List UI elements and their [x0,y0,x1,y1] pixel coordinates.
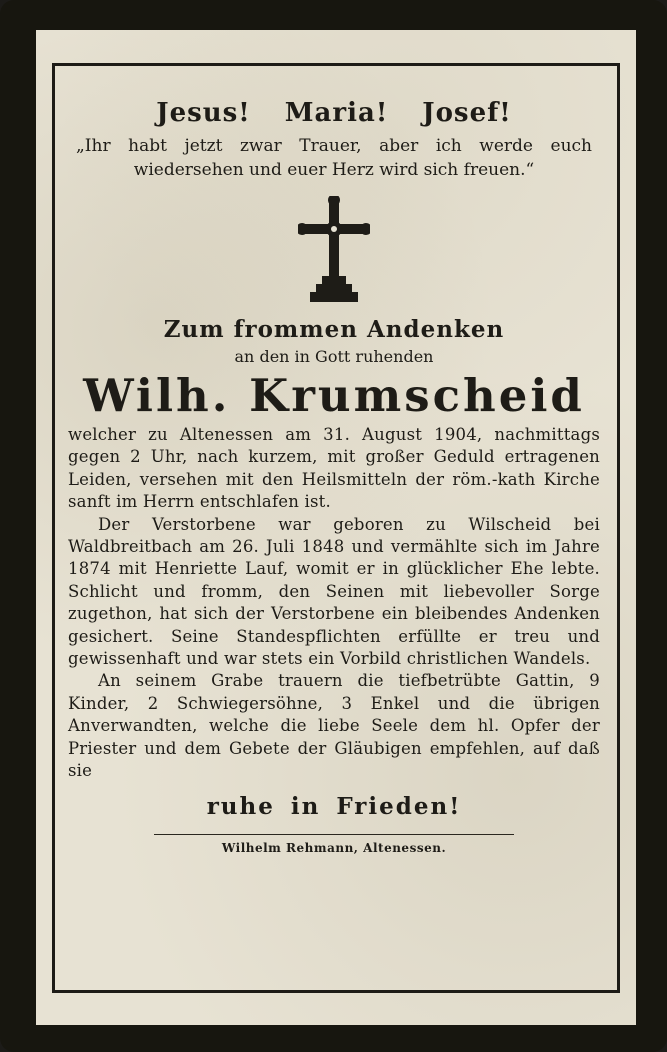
closing-line: ruhe in Frieden! [206,792,462,820]
deceased-name: Wilh. Krumscheid [83,369,585,422]
divider-rule [154,834,514,835]
scripture-motto: „Ihr habt jetzt zwar Trauer, aber ich werde euch wiedersehen und euer Herz wird sich freuen.“ [76,136,592,180]
cross-icon [298,196,370,306]
card-heading: Jesus! Maria! Josef! [156,98,512,128]
cross-ornament [68,196,600,308]
obituary-paragraph-3: An seinem Grabe trauern die tiefbetrübte Gattin, 9 Kinder, 2 Schwiegersöhne, 3 Enkel und die übrigen Anverwandten, welche die liebe Seele dem hl. Opfer der Priester und dem Gebete der Gläubigen empfehlen, auf daß sie [68,671,600,781]
printer-credit: Wilhelm Rehmann, Altenessen. [221,840,447,855]
obituary-paragraph-2: Der Verstorbene war geboren zu Wilscheid bei Waldbreitbach am 26. Juli 1848 und vermählte sich im Jahre 1874 mit Henriette Lauf, womit er in glücklicher Ehe lebte. Schlicht und fromm, den Seinen mit liebevoller Sorge zugethon, hat sich der Verstorbene ein bleibendes Andenken gesichert. Seine Standespflichten erfüllte er treu und gewissenhaft und war stets ein Vorbild christlichen Wandels. [68,514,600,669]
card-content [68,98,600,855]
memorial-subline: an den in Gott ruhenden [234,347,434,366]
memorial-subhead: Zum frommen Andenken [163,316,505,343]
obituary-paragraph-1: welcher zu Altenessen am 31. August 1904, nachmittags gegen 2 Uhr, nach kurzem, mit großer Geduld ertragenen Leiden, versehen mit den Heilsmitteln der röm.-kath Kirche sanft im Herrn entschlafen ist. [68,425,600,512]
